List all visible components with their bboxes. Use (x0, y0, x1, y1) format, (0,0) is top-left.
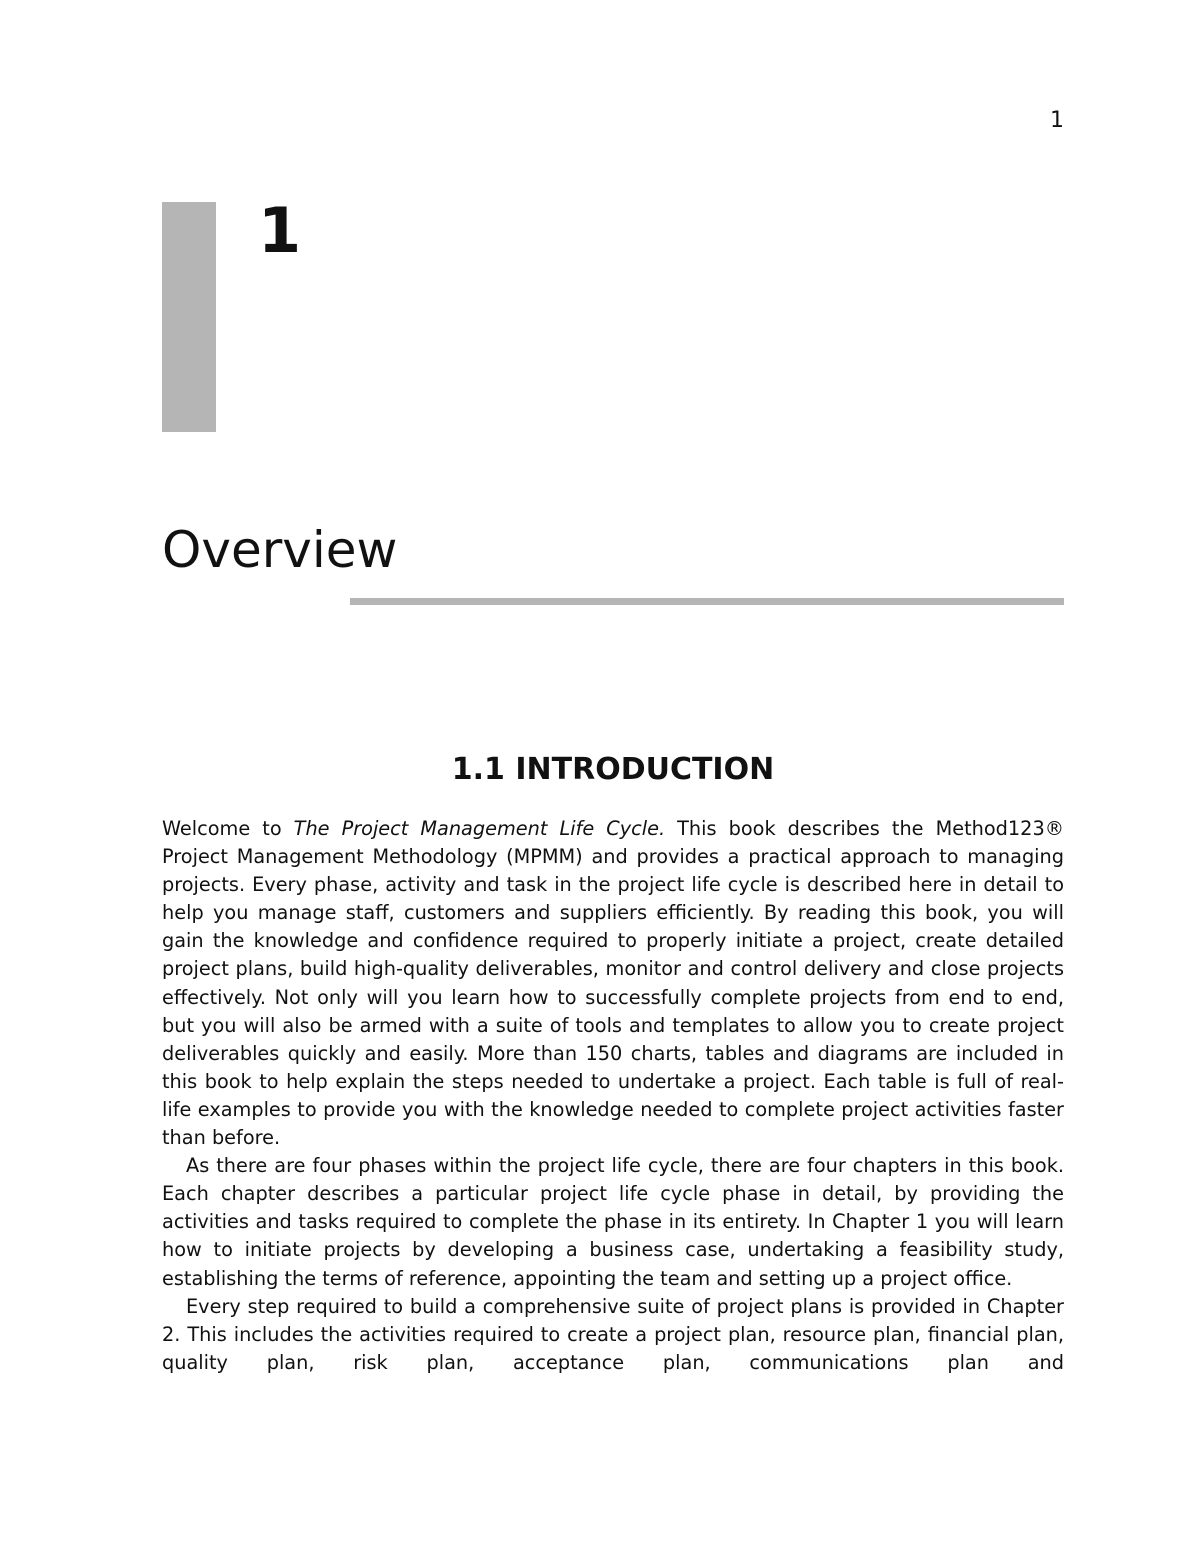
page-number: 1 (1050, 108, 1064, 133)
paragraph-1 (162, 815, 1064, 1152)
title-rule (350, 598, 1064, 605)
book-title: The Project Management Life Cycle. (293, 817, 666, 840)
section-heading: 1.1 INTRODUCTION (451, 752, 775, 787)
paragraph-2: As there are four phases within the project life cycle, there are four chapters in this book. Each chapter describes a particular project life cycle phase in detail, by providing the activities and tasks required to complete the phase in its entirety. In Chapter 1 you will learn how to initiate projects by developing a business case, undertaking a feasibility study, establishing the terms of reference, appointing the team and setting up a project office. (162, 1154, 1064, 1290)
chapter-number: 1 (258, 194, 302, 267)
chapter-title: Overview (162, 521, 398, 579)
paragraph-1-rest: This book describes the Method123® Project Management Methodology (MPMM) and provides a practical approach to managing projects. Every phase, activity and task in the project life cycle is described here in detail to help you manage staff, customers and suppliers efficiently. By reading this book, you will gain the knowledge and confidence required to properly initiate a project, create detailed project plans, build high-quality deliverables, monitor and control delivery and close projects effectively. Not only will you learn how to successfully complete projects from end to end, but you will also be armed with a suite of tools and templates to allow you to create project deliverables quickly and easily. More than 150 charts, tables and diagrams are included in this book to help explain the steps needed to undertake a project. Each table is full of real-life examples to provide you with the knowledge needed to complete project activities faster than before. (162, 817, 1065, 1150)
paragraph-3: Every step required to build a comprehensive suite of project plans is provided in Chapter 2. This includes the activities required to create a project plan, resource plan, financial plan, quality plan, risk plan, acceptance plan, communications plan and (162, 1294, 1064, 1374)
chapter-bar (162, 202, 216, 432)
body-text (162, 815, 1064, 1377)
paragraph-1-lead: Welcome to (162, 817, 294, 840)
